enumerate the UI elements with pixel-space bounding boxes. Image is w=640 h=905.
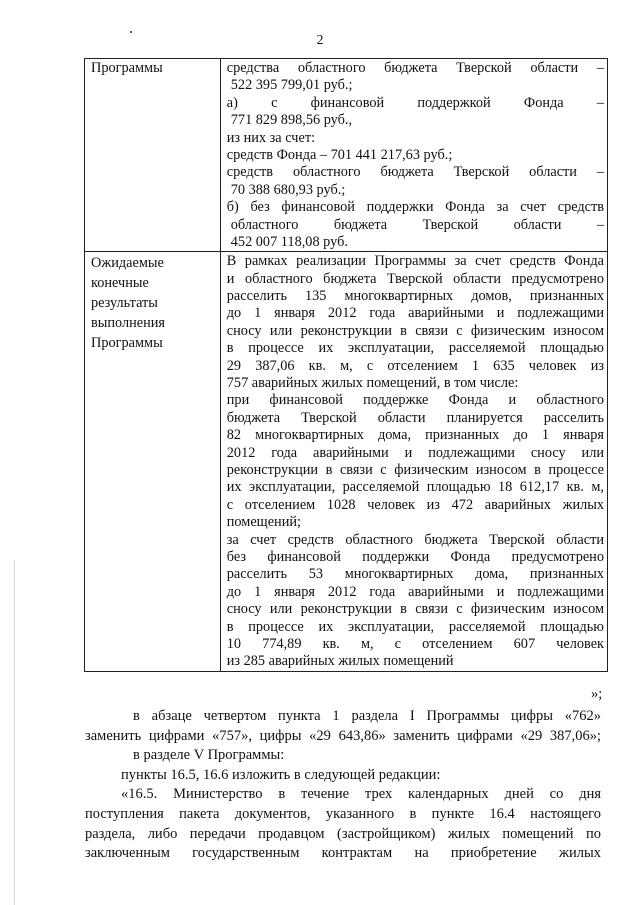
content-line: 70 388 680,93 руб.; [230, 181, 346, 198]
row-content-expected-results [220, 252, 607, 671]
content-line: их эксплуатации, расселяемой площадью 18 612,17 кв. м, [226, 479, 604, 496]
content-line: 771 829 898,56 руб., [230, 112, 353, 129]
row-content-financing [220, 59, 607, 252]
row-label-line: результаты [91, 295, 158, 312]
paragraph-line: заключенным государственным контрактам на приобретение жилых [85, 845, 601, 862]
table-row-financing [85, 59, 608, 252]
content-line: из 285 аварийных жилых помещений [226, 653, 454, 670]
content-line: В рамках реализации Программы за счет средств Фонда [226, 253, 604, 270]
row-label-line: выполнения [91, 315, 165, 332]
content-line: реконструкции в связи с физическим износом в процессе [226, 461, 604, 478]
content-line: 2012 года аварийными и подлежащими сносу или [226, 444, 604, 461]
content-line: из них за счет: [226, 129, 316, 146]
content-line: без финансовой поддержки Фонда предусмотрено [226, 548, 604, 565]
content-line: 522 395 799,01 руб.; [230, 77, 353, 94]
content-line: в процессе их эксплуатации, расселяемой площадью [226, 340, 604, 357]
page-number: 2 [316, 33, 324, 48]
row-label-line: конечные [91, 275, 149, 292]
content-line: до 1 января 2012 года аварийными и подлежащими [226, 583, 604, 600]
content-line: за счет средств областного бюджета Тверской области [226, 531, 604, 548]
content-line: до 1 января 2012 года аварийными и подлежащими [226, 305, 604, 322]
row-label-line: Ожидаемые [91, 255, 164, 272]
content-line: расселить 53 многоквартирных дома, признанных [226, 566, 604, 583]
closing-quote-mark: »; [591, 686, 603, 702]
content-line: сносу или реконструкции в связи с физическим износом [226, 601, 604, 618]
content-line: бюджета Тверской области планируется расселить [226, 409, 604, 426]
program-passport-table [84, 58, 608, 672]
content-line: помещений; [226, 514, 301, 531]
content-line: 82 многоквартирных дома, признанных до 1 января [226, 427, 604, 444]
content-line: средств областного бюджета Тверской области – [226, 164, 604, 181]
row-label-expected-results [85, 252, 221, 671]
content-line: средства областного бюджета Тверской области – [226, 60, 604, 76]
paragraph-line: пункты 16.5, 16.6 изложить в следующей редакции: [121, 766, 441, 783]
amendment-text [85, 707, 601, 864]
paragraph-line: поступления пакета документов, указанного в пункте 16.4 настоящего [85, 805, 601, 822]
content-line: областного бюджета Тверской области – [230, 216, 604, 233]
content-line: 10 774,89 кв. м, с отселением 607 человек [226, 635, 604, 652]
table-row-expected-results [85, 252, 608, 671]
content-line: расселить 135 многоквартирных домов, признанных [226, 288, 604, 305]
paragraph-line: раздела, либо передачи продавцом (застройщиком) жилых помещений по [85, 825, 601, 842]
content-line: 29 387,06 кв. м, с отселением 1 635 человек из [226, 357, 604, 374]
content-line: средств Фонда – 701 441 217,63 руб.; [226, 146, 453, 163]
paragraph-line: в разделе V Программы: [133, 747, 285, 764]
paragraph-line: в абзаце четвертом пункта 1 раздела I Программы цифры «762» [133, 708, 601, 724]
content-line: а) с финансовой поддержкой Фонда – [226, 94, 604, 111]
content-line: с отселением 1028 человек из 472 аварийных жилых [226, 496, 604, 513]
scan-margin-line [14, 560, 15, 905]
row-label-line: Программы [91, 335, 163, 352]
content-line: в процессе их эксплуатации, расселяемой площадью [226, 618, 604, 635]
content-line: 452 007 118,08 руб. [230, 233, 348, 250]
content-line: 757 аварийных жилых помещений, в том числе: [226, 375, 519, 392]
paragraph-line: «16.5. Министерство в течение трех календарных дней со дня [121, 786, 601, 803]
row-label-financing [85, 59, 221, 252]
content-line: и областного бюджета Тверской области предусмотрено [226, 270, 604, 287]
paragraph-line: заменить цифрами «757», цифры «29 643,86» заменить цифрами «29 387,06»; [85, 727, 601, 744]
content-line: б) без финансовой поддержки Фонда за счет средств [226, 199, 604, 216]
row-label-line: Программы [91, 60, 163, 76]
content-line: сносу или реконструкции в связи с физическим износом [226, 322, 604, 339]
content-line: при финансовой поддержке Фонда и областного [226, 392, 604, 409]
